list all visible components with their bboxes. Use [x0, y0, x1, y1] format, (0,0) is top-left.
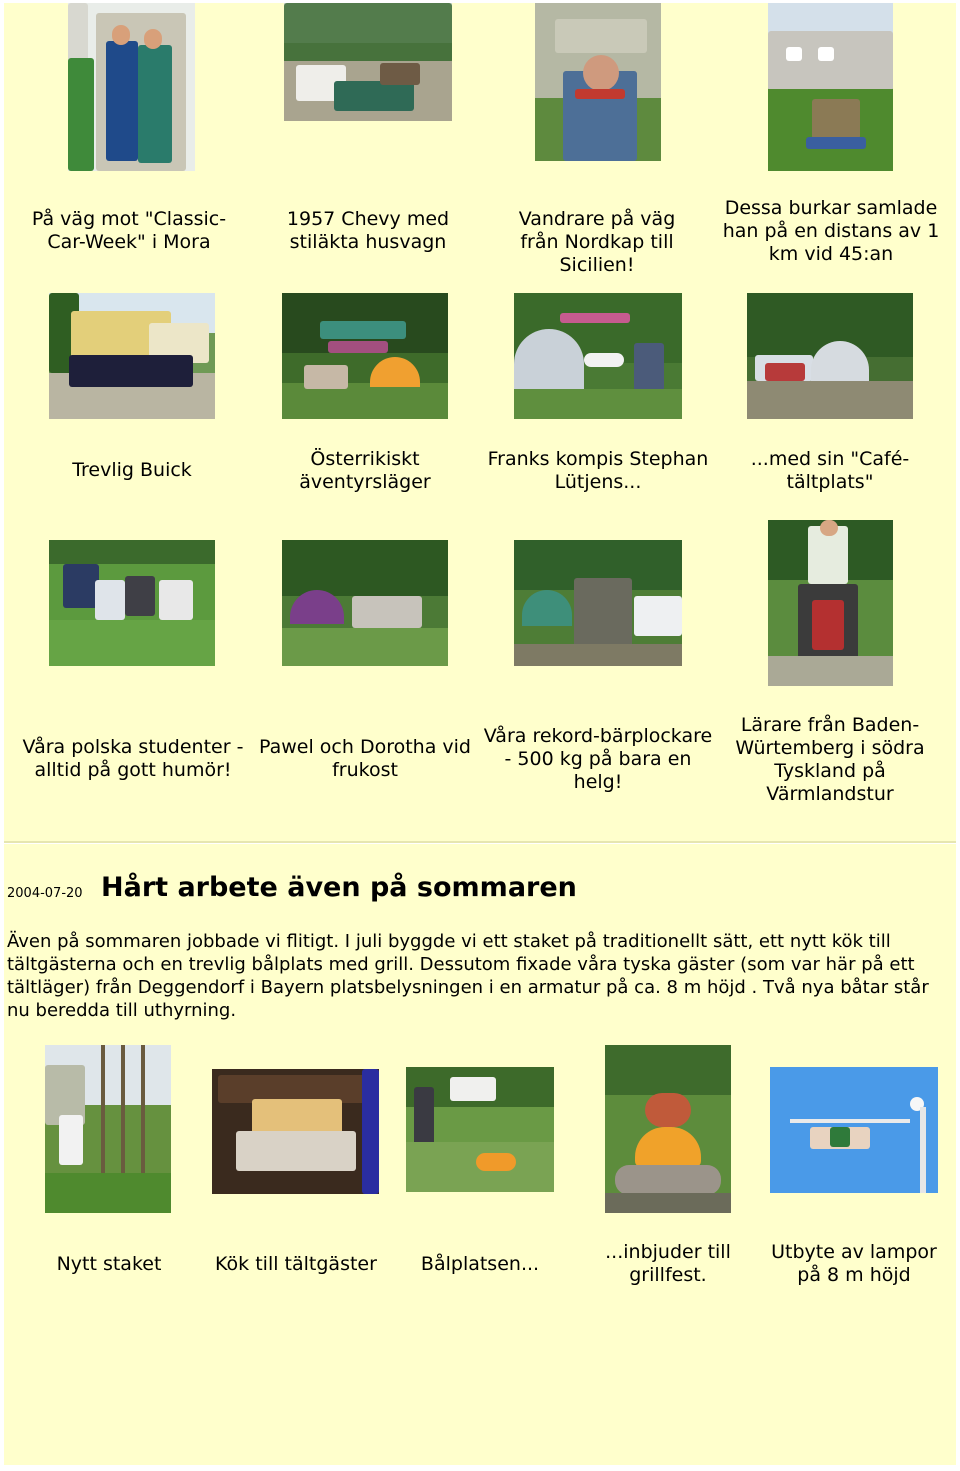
- photo-caption-link[interactable]: Utbyte av lampor på 8 m höjd: [771, 1241, 937, 1286]
- photo-caption-link[interactable]: På väg mot "Classic-Car-Week" i Mora: [31, 208, 227, 253]
- photo-thumbnail[interactable]: [768, 520, 893, 686]
- photo-caption: [764, 1241, 944, 1287]
- photo-caption-link[interactable]: Våra polska studenter - alltid på gott humör!: [22, 736, 244, 781]
- photo-caption-link[interactable]: Vandrare på väg från Nordkap till Sicilien!: [518, 208, 676, 276]
- photo-thumbnail[interactable]: [45, 1045, 171, 1213]
- photo-thumbnail[interactable]: [770, 1067, 938, 1193]
- photo-thumbnail[interactable]: [282, 540, 448, 666]
- photo-caption: [269, 208, 467, 254]
- photo-caption: [722, 197, 940, 266]
- photo-caption: [497, 208, 697, 277]
- photo-thumbnail[interactable]: [768, 3, 893, 171]
- photo-caption: [730, 448, 930, 494]
- photo-caption-link[interactable]: ...inbjuder till grillfest.: [605, 1241, 731, 1286]
- photo-caption-link[interactable]: Dessa burkar samlade han på en distans av 1 km vid 45:an: [722, 197, 940, 265]
- photo-caption-link[interactable]: Pawel och Dorotha vid frukost: [259, 736, 471, 781]
- photo-thumbnail[interactable]: [49, 293, 215, 419]
- photo-thumbnail[interactable]: [605, 1045, 731, 1213]
- photo-thumbnail[interactable]: [49, 540, 215, 666]
- photo-caption: [34, 459, 230, 482]
- photo-caption-link[interactable]: Lärare från Baden-Würtemberg i södra Tyskland på Värmlandstur: [735, 714, 925, 805]
- photo-caption-link[interactable]: Bålplatsen...: [420, 1253, 540, 1275]
- photo-caption: [256, 736, 474, 782]
- post-body: Även på sommaren jobbade vi flitigt. I juli byggde vi ett staket på traditionellt sätt, ett nytt kök till tältgästerna och en trevlig bålplats med grill. Dessutom fixade våra tyska gäster (som var här på ett tältläger) från Deggendorf i Bayern platsbelysningen i en armatur på ca. 8 m höjd . Två nya båtar står nu beredda till uthyrning.: [7, 931, 929, 1021]
- photo-caption: [484, 448, 712, 494]
- photo-thumbnail[interactable]: [284, 3, 452, 121]
- photo-caption: [594, 1241, 742, 1287]
- photo-thumbnail[interactable]: [406, 1067, 554, 1192]
- photo-caption-link[interactable]: Trevlig Buick: [72, 459, 192, 481]
- photo-caption: [480, 725, 716, 794]
- photo-caption: [730, 714, 930, 806]
- post-date: 2004-07-20: [7, 886, 83, 901]
- photo-thumbnail[interactable]: [212, 1069, 379, 1194]
- section-divider: [4, 841, 956, 844]
- photo-caption-link[interactable]: Österrikiskt äventyrsläger: [299, 448, 431, 493]
- photo-thumbnail[interactable]: [535, 3, 661, 161]
- photo-caption-link[interactable]: Kök till tältgäster: [215, 1253, 377, 1275]
- page: [4, 3, 956, 1465]
- photo-thumbnail[interactable]: [747, 293, 913, 419]
- photo-caption: [266, 448, 464, 494]
- photo-caption-link[interactable]: Våra rekord-bärplockare - 500 kg på bara en helg!: [483, 725, 713, 793]
- photo-thumbnail[interactable]: [514, 293, 682, 419]
- photo-thumbnail[interactable]: [68, 3, 195, 171]
- photo-thumbnail[interactable]: [514, 540, 682, 666]
- photo-thumbnail[interactable]: [282, 293, 448, 419]
- post-title: Hårt arbete även på sommaren: [101, 872, 577, 903]
- photo-caption: [400, 1253, 560, 1276]
- photo-caption-link[interactable]: Nytt staket: [56, 1253, 162, 1275]
- photo-caption: [29, 208, 229, 254]
- photo-caption: [34, 1253, 184, 1276]
- photo-caption-link[interactable]: 1957 Chevy med stiläkta husvagn: [286, 208, 450, 253]
- photo-caption: [14, 736, 252, 782]
- photo-caption: [204, 1253, 388, 1276]
- photo-caption-link[interactable]: ...med sin "Café-tältplats": [750, 448, 910, 493]
- photo-caption-link[interactable]: Franks kompis Stephan Lütjens...: [487, 448, 709, 493]
